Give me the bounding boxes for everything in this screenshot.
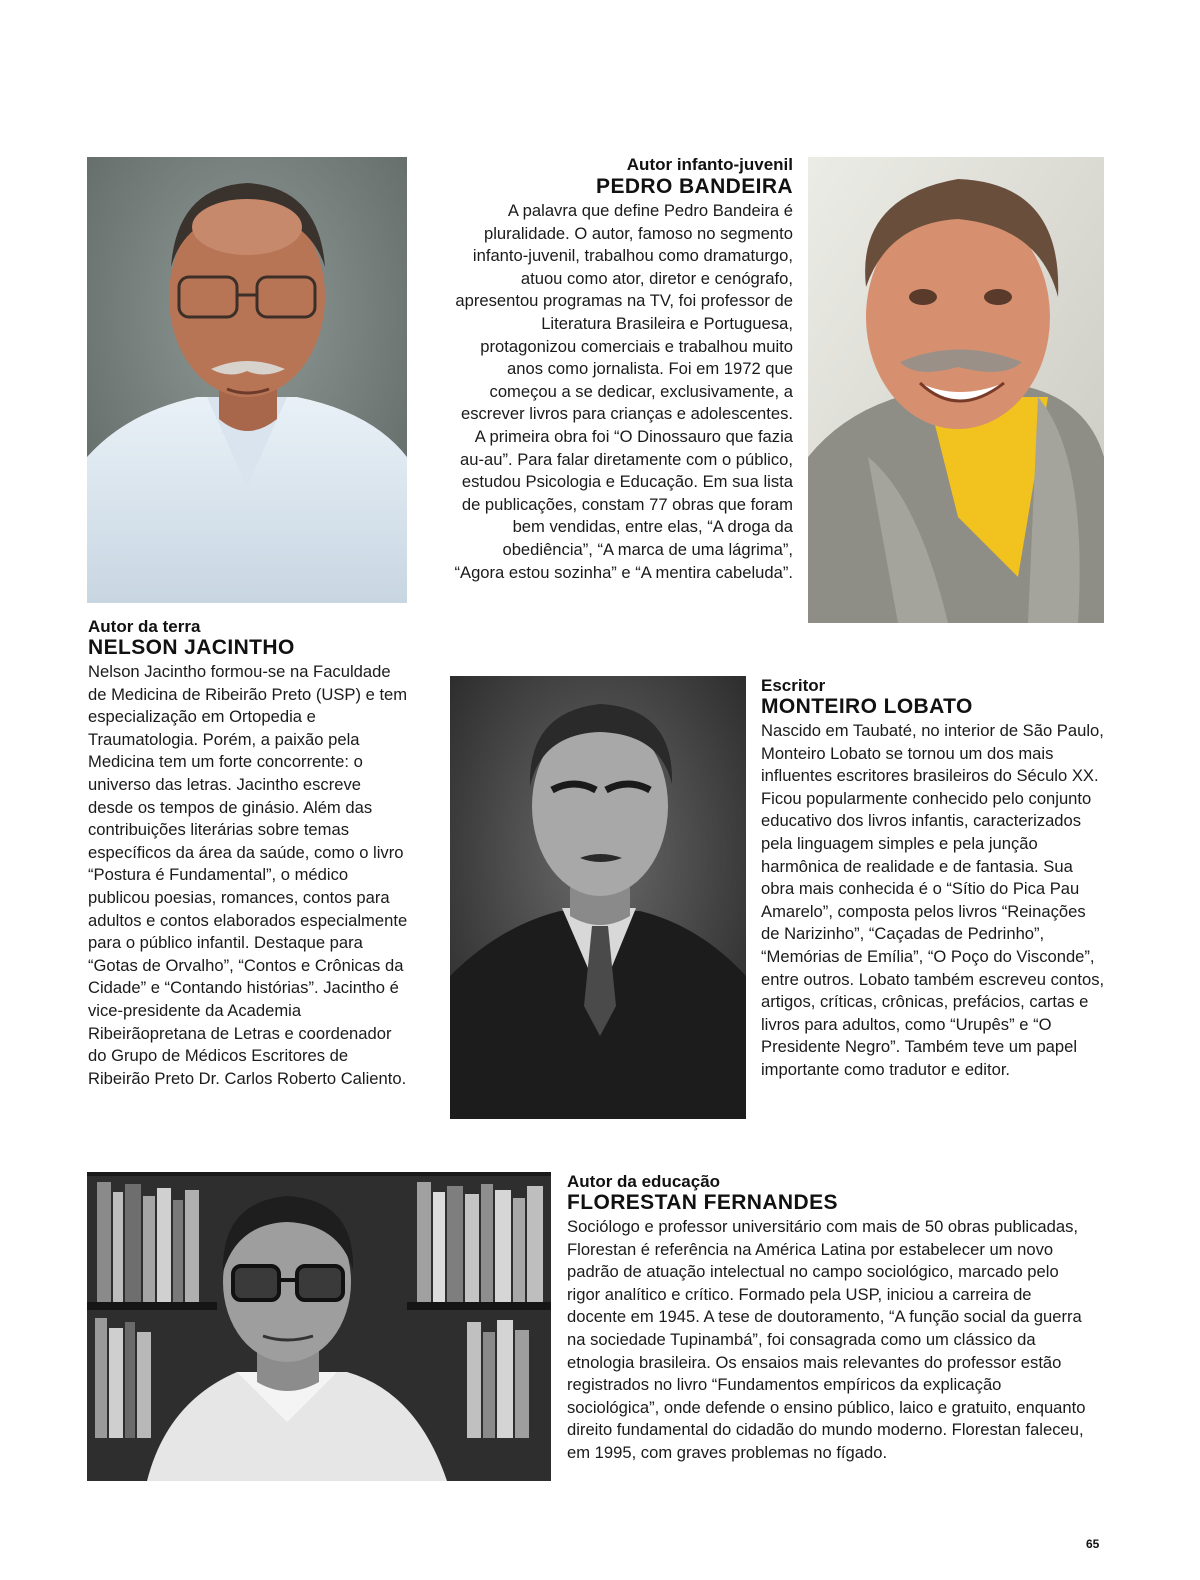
pedro-bandeira-kicker: Autor infanto-juvenil	[626, 155, 793, 174]
nelson-jacintho-name: NELSON JACINTHO	[88, 636, 295, 659]
nelson-jacintho-bio: Nelson Jacintho formou-se na Faculdade de Medicina de Ribeirão Preto (USP) e tem especialização em Ortopedia e Traumatologia. Porém, a paixão pela Medicina tem um forte concorrente: o universo das letras. Jacintho escreve desde os tempos de ginásio. Além das contribuições literárias sobre temas específicos da área da saúde, como o livro “Postura é Fundamental”, o médico publicou poesias, romances, contos para adultos e contos elaborados especialmente para o público infantil. Destaque para “Gotas de Orvalho”, “Contos e Crônicas da Cidade” e “Contando histórias”. Jacintho é vice-presidente da Academia Ribeirãopretana de Letras e coordenador do Grupo de Médicos Escritores de Ribeirão Preto Dr. Carlos Roberto Caliento.	[88, 662, 408, 1088]
pedro-bandeira-photo	[808, 157, 1104, 623]
florestan-fernandes-name: FLORESTAN FERNANDES	[567, 1191, 838, 1214]
page-number: 65	[1086, 1537, 1100, 1551]
monteiro-lobato-bio: Nascido em Taubaté, no interior de São Paulo, Monteiro Lobato se tornou um dos mais influentes escritores brasileiros do Século XX. Ficou popularmente conhecido pelo conjunto educativo dos livros infantis, caracterizados pela linguagem simples e pela junção harmônica de realidade e de fantasia. Sua obra mais conhecida é o “Sítio do Pica Pau Amarelo”, composta pelos livros “Reinações de Narizinho”, “Caçadas de Pedrinho”, “Memórias de Emília”, “O Poço do Visconde”, entre outros. Lobato também escreveu contos, artigos, críticas, crônicas, prefácios, cartas e livros para adultos, como “Urupês” e “O Presidente Negro”. Também teve um papel importante como tradutor e editor.	[761, 721, 1105, 1079]
nelson-jacintho-photo	[87, 157, 407, 603]
pedro-bandeira-bio: A palavra que define Pedro Bandeira é pluralidade. O autor, famoso no segmento infanto-juvenil, trabalhou como dramaturgo, atuou como ator, diretor e cenógrafo, apresentou programas na TV, foi professor de Literatura Brasileira e Portuguesa, protagonizou comerciais e trabalhou muito anos como jornalista. Foi em 1972 que começou a se dedicar, exclusivamente, a escrever livros para crianças e adolescentes. A primeira obra foi “O Dinossauro que fazia au-au”. Para falar diretamente com o público, estudou Psicologia e Educação. Em sua lista de publicações, constam 77 obras que foram bem vendidas, entre elas, “A droga da obediência”, “A marca de uma lágrima”, “Agora estou sozinha” e “A mentira cabeluda”.	[454, 201, 793, 582]
monteiro-lobato-name: MONTEIRO LOBATO	[761, 695, 973, 718]
florestan-fernandes-photo	[87, 1172, 551, 1481]
florestan-fernandes-kicker: Autor da educação	[567, 1172, 721, 1191]
florestan-fernandes-bio: Sociólogo e professor universitário com mais de 50 obras publicadas, Florestan é referência na América Latina por estabelecer um novo padrão de atuação intelectual no campo sociológico, marcado pelo rigor analítico e crítico. Formado pela USP, iniciou a carreira de docente em 1945. A tese de doutoramento, “A função social da guerra na sociedade Tupinambá”, foi consagrada como um clássico da etnologia brasileira. Os ensaios mais relevantes do professor estão registrados no livro “Fundamentos empíricos da explicação sociológica”, onde defende o ensino público, laico e gratuito, enquanto direito fundamental do cidadão do mundo moderno. Florestan faleceu, em 1995, com graves problemas no fígado.	[567, 1217, 1086, 1462]
monteiro-lobato-photo	[450, 676, 746, 1119]
monteiro-lobato-kicker: Escritor	[761, 676, 826, 695]
nelson-jacintho-kicker: Autor da terra	[88, 617, 201, 636]
pedro-bandeira-name: PEDRO BANDEIRA	[596, 175, 793, 198]
